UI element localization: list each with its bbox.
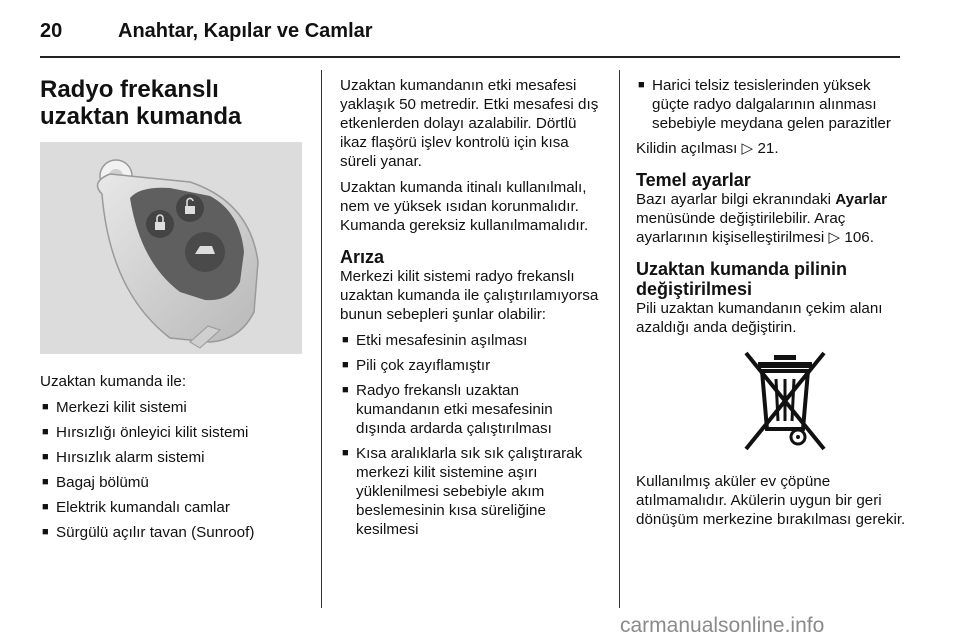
basic-settings-text (636, 190, 906, 247)
list-item: ■ Kısa aralıklarla sık sık çalıştırarak merkezi kilit sistemine aşırı yüklenilmesi sebebiyle akım beslemesinin kısa süreliğine kesilmesi (340, 444, 606, 539)
remote-key-icon (40, 142, 302, 354)
column-divider-2 (619, 70, 620, 608)
chapter-title: Anahtar, Kapılar ve Camlar (118, 20, 373, 42)
list-item: ■ Radyo frekanslı uzaktan kumandanın etki mesafesinin dışında ardarda çalıştırılması (340, 381, 606, 438)
list-item: ■ Bagaj bölümü (40, 473, 306, 492)
unlock-reference-page: 21. (757, 140, 779, 157)
battery-heading: Uzaktan kumanda pilinin değiştirilmesi (636, 259, 848, 299)
fault-list (340, 331, 606, 539)
page-reference-triangle-icon: ▷ (741, 140, 754, 157)
range-paragraph: Uzaktan kumandanın etki mesafesi yaklaşık 50 metredir. Etki mesafesi dış etkenlerden dolayı azalabilir. Dörtlü ikaz flaşörü işlev kontrolü için kısa süreli yanar. (340, 77, 599, 170)
page-reference-triangle-icon: ▷ (828, 229, 841, 246)
fault-heading: Arıza (340, 247, 385, 267)
care-paragraph: Uzaktan kumanda itinalı kullanılmalı, nem ve yüksek ısıdan korunmalıdır. Kumanda gereksiz kullanılmamalıdır. (340, 179, 589, 234)
basic-settings-text-part: menüsünde değiştirilebilir. Araç ayarlarının kişiselleştirilmesi (636, 210, 846, 246)
function-list (40, 398, 306, 542)
fault-text: Merkezi kilit sistemi radyo frekanslı uzaktan kumanda ile çalıştırılamıyorsa bunun sebepleri şunlar olabilir: (340, 268, 599, 323)
column-divider-1 (321, 70, 322, 608)
battery-text: Pili uzaktan kumandanın çekim alanı azaldığı anda değiştirin. (636, 300, 883, 336)
crossed-out-wheelie-bin-icon (740, 349, 830, 454)
list-item: ■ Etki mesafesinin aşılması (340, 331, 606, 350)
column-2 (340, 76, 606, 545)
basic-settings-heading: Temel ayarlar (636, 170, 751, 190)
column-3 (636, 76, 906, 536)
unlock-reference (636, 139, 906, 158)
watermark: carmanualsonline.info (620, 614, 825, 637)
list-item: ■ Sürgülü açılır tavan (Sunroof) (40, 523, 306, 542)
page-header (40, 18, 900, 58)
basic-settings-page-ref: 106. (844, 229, 874, 246)
header-divider (40, 56, 900, 58)
fault-list-continued (636, 76, 906, 133)
unlock-reference-text: Kilidin açılması (636, 140, 738, 157)
section-title: Radyo frekanslı uzaktan kumanda (40, 76, 242, 130)
page-number: 20 (40, 20, 63, 42)
remote-key-photo (40, 142, 302, 354)
disposal-text: Kullanılmış aküler ev çöpüne atılmamalıdır. Akülerin uygun bir geri dönüşüm merkezine bırakılması gerekir. (636, 473, 906, 528)
list-item: ■ Merkezi kilit sistemi (40, 398, 306, 417)
column-1 (40, 76, 306, 548)
list-item: ■ Pili çok zayıflamıştır (340, 356, 606, 375)
list-item: ■ Elektrik kumandalı camlar (40, 498, 306, 517)
list-item: ■ Harici telsiz tesislerinden yüksek güçte radyo dalgalarının alınması sebebiyle meydana gelen parazitler (636, 76, 906, 133)
intro-text: Uzaktan kumanda ile: (40, 373, 187, 390)
basic-settings-text-part: Bazı ayarlar bilgi ekranındaki (636, 191, 832, 208)
settings-menu-name: Ayarlar (835, 191, 888, 208)
list-item: ■ Hırsızlık alarm sistemi (40, 448, 306, 467)
list-item: ■ Hırsızlığı önleyici kilit sistemi (40, 423, 306, 442)
